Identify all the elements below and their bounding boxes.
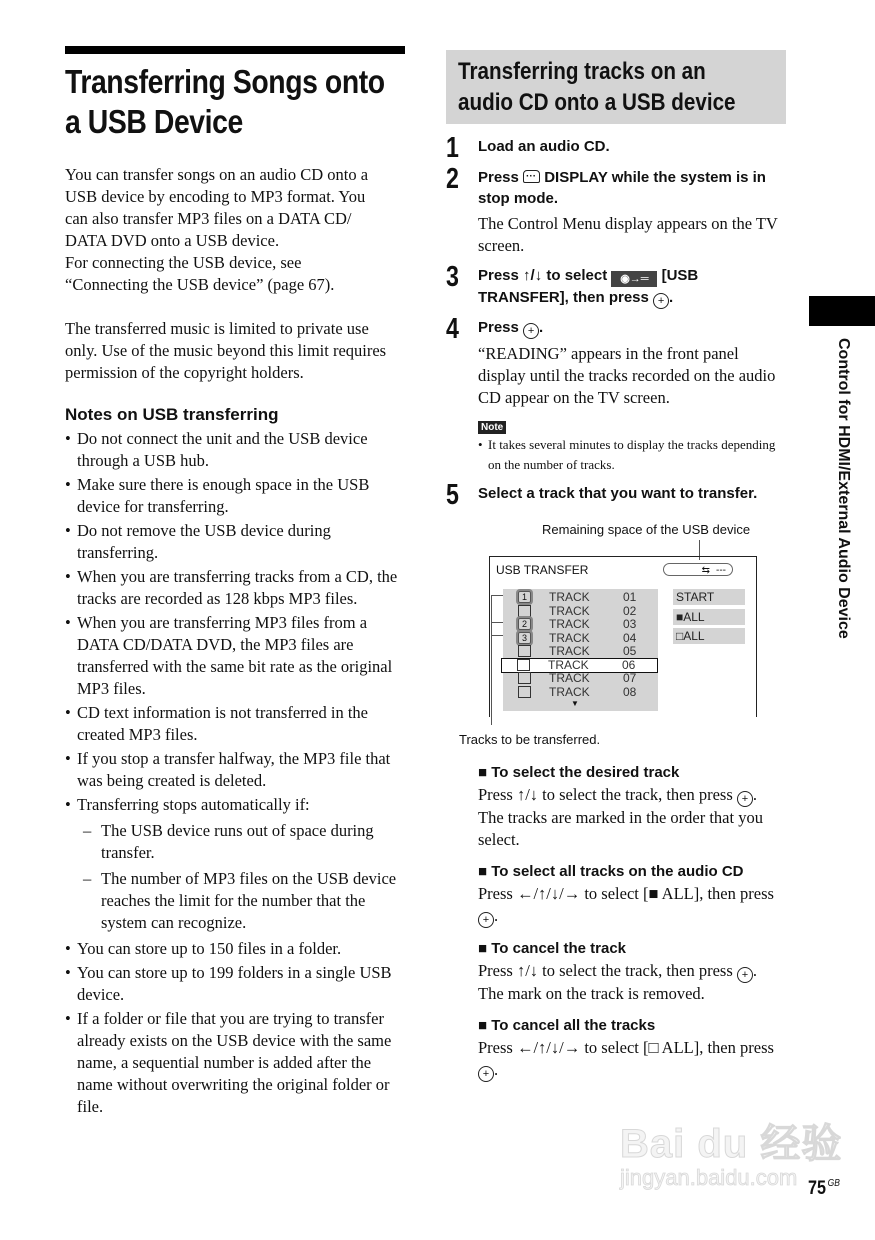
chapter-tab-label: Control for HDMI/External Audio Device xyxy=(835,338,852,639)
subsection-body: Press ←/↑/↓/→ to select [□ ALL], then press + . xyxy=(478,1038,774,1080)
remaining-space-callout: Remaining space of the USB device xyxy=(542,522,751,537)
track-row[interactable]: TRACK 07 xyxy=(503,672,658,686)
note-badge: Note xyxy=(478,421,506,434)
right-column xyxy=(446,50,786,1082)
notes-list xyxy=(65,428,405,1118)
intro-line: USB device by encoding to MP3 format. You xyxy=(65,187,366,206)
step-1 xyxy=(446,132,786,164)
note-text: • It takes several minutes to display the tracks depending on the number of tracks. xyxy=(478,437,776,472)
step-number: 3 xyxy=(446,261,459,293)
step-number: 2 xyxy=(446,163,459,195)
subsection-body: Press ↑/↓ to select the track, then press + . The mark on the track is removed. xyxy=(478,961,758,1003)
subsection-select-track xyxy=(446,762,786,851)
select-all-button[interactable]: ■ALL xyxy=(673,609,745,625)
note-item: • You can store up to 150 files in a folder. xyxy=(65,939,342,958)
step-heading: Select a track that you want to transfer. xyxy=(478,485,758,502)
note-item: • If you stop a transfer halfway, the MP3 file that was being created is deleted. xyxy=(65,749,391,790)
remaining-space-indicator: ⇆ --- xyxy=(663,563,733,576)
intro-line: can also transfer MP3 files on a DATA CD/ xyxy=(65,209,352,228)
note-item: • When you are transferring tracks from a CD, the tracks are recorded as 128 kbps MP3 files. xyxy=(65,567,398,608)
section-title-line-1: Transferring tracks on an xyxy=(458,58,706,85)
track-row[interactable]: 3 TRACK 04 xyxy=(503,632,658,646)
subsection-body: Press ←/↑/↓/→ to select [■ ALL], then press + . xyxy=(478,884,774,926)
page-title xyxy=(65,62,385,142)
step-5 xyxy=(446,479,786,511)
subsection-heading: ■ To select the desired track xyxy=(478,764,680,781)
note-item: • Do not remove the USB device during transferring. xyxy=(65,521,331,562)
sub-note-item: – The USB device runs out of space during transfer. xyxy=(83,821,374,862)
title-line-2: a USB Device xyxy=(65,103,243,140)
title-line-1: Transferring Songs onto xyxy=(65,63,385,100)
intro-line: For connecting the USB device, see xyxy=(65,253,302,272)
track-row[interactable]: 1 TRACK 01 xyxy=(503,591,658,605)
scroll-down-icon[interactable]: ▼ xyxy=(571,699,579,708)
sub-note-item: – The number of MP3 files on the USB device reaches the limit for the number that the system can recognize. xyxy=(83,869,397,932)
subsection-cancel-track xyxy=(446,938,786,1005)
page-reference-link[interactable]: “Connecting the USB device” (page 67). xyxy=(65,275,335,294)
note-item: • When you are transferring MP3 files from a DATA CD/DATA DVD, the MP3 files are transferred with the same bit rate as the original MP3 files. xyxy=(65,613,393,698)
usb-icon: ⇆ xyxy=(701,565,710,576)
step-heading: Press ··· DISPLAY while the system is in stop mode. xyxy=(478,167,786,209)
track-row[interactable]: TRACK 05 xyxy=(503,645,658,659)
step-2 xyxy=(446,163,786,257)
privacy-paragraph xyxy=(65,318,405,384)
note-item: • If a folder or file that you are trying to transfer already exists on the USB device with the same name, a sequential number is added after the name without overwriting the original folder or file. xyxy=(65,1009,392,1116)
track-row-selected[interactable]: TRACK 06 xyxy=(502,659,657,673)
privacy-line: permission of the copyright holders. xyxy=(65,363,304,382)
usb-transfer-icon: ◉→═ xyxy=(611,271,657,287)
track-row[interactable]: TRACK 02 xyxy=(503,605,658,619)
step-body: “READING” appears in the front panel display until the tracks recorded on the audio CD appear on the TV screen. xyxy=(478,344,776,407)
track-row[interactable]: TRACK 08 xyxy=(503,686,658,700)
usb-transfer-screen-diagram xyxy=(446,512,786,752)
tv-screen xyxy=(489,556,757,717)
page-number: 75 $^{GB}$ xyxy=(808,1178,840,1199)
step-heading: Load an audio CD. xyxy=(478,138,610,155)
section-title xyxy=(446,50,786,124)
title-rule xyxy=(65,46,405,54)
display-button-icon xyxy=(523,170,540,183)
step-heading: Press + . xyxy=(478,319,544,337)
tracks-callout: Tracks to be transferred. xyxy=(459,732,601,747)
track-list xyxy=(503,589,658,711)
subsection-select-all xyxy=(446,861,786,928)
intro-line: You can transfer songs on an audio CD onto a xyxy=(65,165,369,184)
note-item: • Transferring stops automatically if: – The USB device runs out of space during transfer. – The number of MP3 files on the USB device reaches the limit for the number that the system can recognize. xyxy=(65,794,405,934)
watermark-logo: Bai du 经验 xyxy=(620,1122,843,1166)
watermark-url: jingyan.baidu.com xyxy=(620,1165,798,1190)
note-item: • Make sure there is enough space in the USB device for transferring. xyxy=(65,475,370,516)
track-row[interactable]: 2 TRACK 03 xyxy=(503,618,658,632)
subsection-cancel-all xyxy=(446,1015,786,1082)
section-title-line-2: audio CD onto a USB device xyxy=(458,89,736,116)
enter-button-icon: + xyxy=(523,323,539,339)
notes-heading: Notes on USB transferring xyxy=(65,405,279,424)
step-4 xyxy=(446,313,786,475)
start-button[interactable]: START xyxy=(673,589,745,605)
note-item: • CD text information is not transferred in the created MP3 files. xyxy=(65,703,368,744)
enter-button-icon: + xyxy=(478,1066,494,1082)
step-heading: Press ↑/↓ to select ◉→═ [USB TRANSFER], then press + . xyxy=(478,267,699,307)
enter-button-icon: + xyxy=(737,967,753,983)
subsection-heading: ■ To cancel the track xyxy=(478,940,627,957)
note-item: • You can store up to 199 folders in a single USB device. xyxy=(65,963,392,1004)
screen-title: USB TRANSFER xyxy=(496,563,589,577)
intro-paragraph xyxy=(65,164,405,296)
privacy-line: only. Use of the music beyond this limit requires xyxy=(65,341,387,360)
clear-all-button[interactable]: □ALL xyxy=(673,628,745,644)
enter-button-icon: + xyxy=(478,912,494,928)
step-body: The Control Menu display appears on the TV screen. xyxy=(478,214,778,255)
intro-line: DATA DVD onto a USB device. xyxy=(65,231,280,250)
left-column xyxy=(65,46,405,1120)
chapter-tab-marker xyxy=(809,296,875,326)
sub-notes-list xyxy=(77,820,405,934)
subsection-body: Press ↑/↓ to select the track, then press + . The tracks are marked in the order that you select. xyxy=(478,785,763,849)
enter-button-icon: + xyxy=(737,791,753,807)
step-number: 1 xyxy=(446,132,459,164)
step-number: 4 xyxy=(446,313,459,345)
step-number: 5 xyxy=(446,479,459,511)
subsection-heading: ■ To cancel all the tracks xyxy=(478,1017,656,1034)
enter-button-icon: + xyxy=(653,293,669,309)
privacy-line: The transferred music is limited to private use xyxy=(65,319,369,338)
note-item: • Do not connect the unit and the USB device through a USB hub. xyxy=(65,429,368,470)
subsection-heading: ■ To select all tracks on the audio CD xyxy=(478,863,744,880)
step-3 xyxy=(446,261,786,309)
